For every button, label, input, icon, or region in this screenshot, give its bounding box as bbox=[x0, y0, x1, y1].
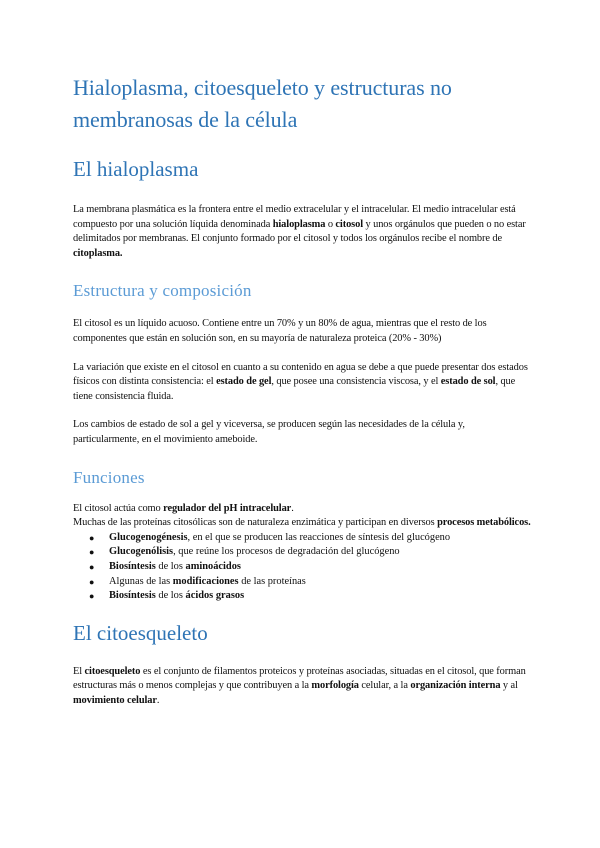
document-body bbox=[73, 72, 533, 708]
paragraph-funciones-1: El citosol actúa como regulador del pH intracelular. bbox=[73, 502, 294, 514]
metabolic-process-list bbox=[73, 531, 533, 604]
heading-hialoplasma: El hialoplasma bbox=[73, 157, 199, 181]
term-citoesqueleto: citoesqueleto bbox=[84, 665, 141, 677]
term-estado-gel: estado de gel bbox=[216, 376, 272, 388]
term-citoplasma: citoplasma. bbox=[73, 247, 123, 259]
list-item: ● Algunas de las modificaciones de las proteínas bbox=[73, 575, 533, 590]
title-line-1: Hialoplasma, citoesqueleto y estructuras no bbox=[73, 75, 452, 100]
bullet-icon: ● bbox=[89, 591, 95, 602]
bullet-icon: ● bbox=[89, 547, 95, 558]
list-item: ● Glucogenogénesis, en el que se producen las reacciones de síntesis del glucógeno bbox=[73, 531, 533, 546]
term-organizacion-interna: organización interna bbox=[410, 680, 501, 692]
term-citosol: citosol bbox=[335, 218, 364, 230]
bullet-icon: ● bbox=[89, 532, 95, 543]
paragraph-funciones-2: Muchas de las proteínas citosólicas son de naturaleza enzimática y participan en diversos procesos metabólicos. bbox=[73, 517, 531, 529]
bullet-icon: ● bbox=[89, 576, 95, 587]
term-hialoplasma: hialoplasma bbox=[272, 218, 326, 230]
term-movimiento-celular: movimiento celular bbox=[73, 694, 157, 706]
heading-estructura: Estructura y composición bbox=[73, 281, 252, 301]
list-item: ● Biosíntesis de los ácidos grasos bbox=[73, 589, 533, 604]
list-item: ● Glucogenólisis, que reúne los procesos de degradación del glucógeno bbox=[73, 545, 533, 560]
heading-funciones: Funciones bbox=[73, 467, 145, 487]
paragraph-citoesqueleto: El citoesqueleto es el conjunto de filamentos proteicos y proteínas asociadas, situadas en el citosol, que forman estructuras más o menos complejas y que contribuyen a la morfología celular, a la organización interna y al movimiento celular. bbox=[73, 665, 526, 706]
paragraph-estructura-3: Los cambios de estado de sol a gel y viceversa, se producen según las necesidades de la célula y, particularmente, en el movimiento ameboide. bbox=[73, 419, 465, 445]
term-procesos-metabolicos: procesos metabólicos. bbox=[437, 517, 531, 529]
heading-citoesqueleto: El citoesqueleto bbox=[73, 620, 208, 645]
title-line-2: membranosas de la célula bbox=[73, 107, 298, 132]
list-item: ● Biosíntesis de los aminoácidos bbox=[73, 560, 533, 575]
paragraph-estructura-2: La variación que existe en el citosol en cuanto a su contenido en agua se debe a que puede presentar dos estados físicos con distinta consistencia: el estado de gel, que posee una consistencia viscosa, y el estado de sol, que tiene consistencia fluida. bbox=[73, 361, 528, 402]
paragraph-hialoplasma-intro: La membrana plasmática es la frontera entre el medio extracelular y el intracelular. El medio intracelular está compuesto por una solución líquida denominada hialoplasma o citosol y unos orgánulos que pueden o no estar delimitados por membranas. El conjunto formado por el citosol y todos los orgánulos recibe el nombre de citoplasma. bbox=[73, 204, 526, 259]
document-title bbox=[73, 72, 533, 136]
term-estado-sol: estado de sol bbox=[440, 376, 496, 388]
paragraph-estructura-1: El citosol es un líquido acuoso. Contiene entre un 70% y un 80% de agua, mientras que el resto de los componentes que están en solución son, en su mayoría de naturaleza proteica (20% - 30%) bbox=[73, 318, 487, 344]
term-regulador-ph: regulador del pH intracelular bbox=[163, 502, 292, 514]
term-morfologia: morfología bbox=[311, 680, 359, 692]
bullet-icon: ● bbox=[89, 561, 95, 572]
